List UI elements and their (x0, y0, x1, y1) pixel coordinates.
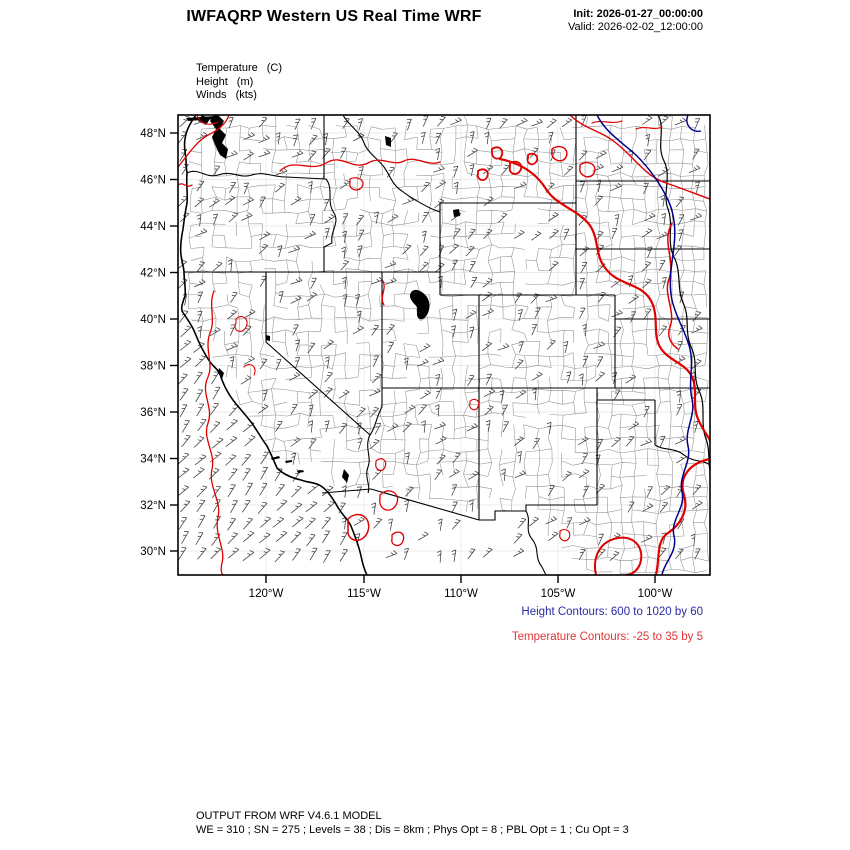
lon-tick-label: 110°W (444, 588, 478, 600)
legend-height-name: Height (196, 75, 228, 88)
model-output-line: OUTPUT FROM WRF V4.6.1 MODEL (196, 810, 382, 822)
lon-tick-label: 105°W (540, 588, 576, 600)
temperature-contours-note: Temperature Contours: -25 to 35 by 5 (511, 631, 703, 643)
lat-tick-label: 38°N (140, 360, 166, 373)
lat-tick-label: 46°N (140, 174, 166, 187)
lat-tick-label: 32°N (140, 500, 166, 512)
height-contours-note: Height Contours: 600 to 1020 by 60 (521, 606, 703, 618)
lon-tick-label: 115°W (347, 588, 381, 600)
legend-temperature-unit: (C) (266, 62, 283, 74)
model-config-line: WE = 310 ; SN = 275 ; Levels = 38 ; Dis = 8km ; Phys Opt = 8 ; PBL Opt = 1 ; Cu Opt = 3 (196, 823, 629, 836)
lat-tick-label: 42°N (140, 267, 166, 280)
lat-tick-label: 44°N (140, 221, 166, 233)
legend-row-winds (196, 89, 282, 103)
legend-height-unit: (m) (236, 75, 254, 88)
lat-tick-label: 40°N (140, 314, 166, 326)
variable-legend (196, 62, 282, 103)
page-title: IWFAQRP Western US Real Time WRF (186, 8, 482, 25)
wind-barbs-layer (177, 116, 702, 563)
model-info-block (196, 810, 629, 837)
legend-temperature-name: Temperature (196, 62, 258, 74)
legend-winds-name: Winds (196, 89, 227, 101)
map-canvas (140, 105, 740, 610)
legend-row-height (196, 76, 282, 90)
map-layers (177, 115, 710, 575)
lat-tick-label: 30°N (140, 546, 166, 558)
legend-row-temperature (196, 62, 282, 76)
lat-tick-label: 34°N (140, 453, 166, 466)
init-time-label: Init: 2026-01-27_00:00:00 (573, 8, 703, 20)
run-time-block (568, 8, 703, 34)
legend-winds-unit: (kts) (235, 89, 257, 101)
lon-tick-label: 120°W (248, 588, 284, 600)
lon-tick-label: 100°W (637, 588, 673, 600)
valid-time-label: Valid: 2026-02-02_12:00:00 (568, 21, 703, 33)
lat-tick-label: 48°N (140, 128, 166, 140)
axis-layer (140, 128, 672, 600)
lat-tick-label: 36°N (140, 407, 166, 419)
